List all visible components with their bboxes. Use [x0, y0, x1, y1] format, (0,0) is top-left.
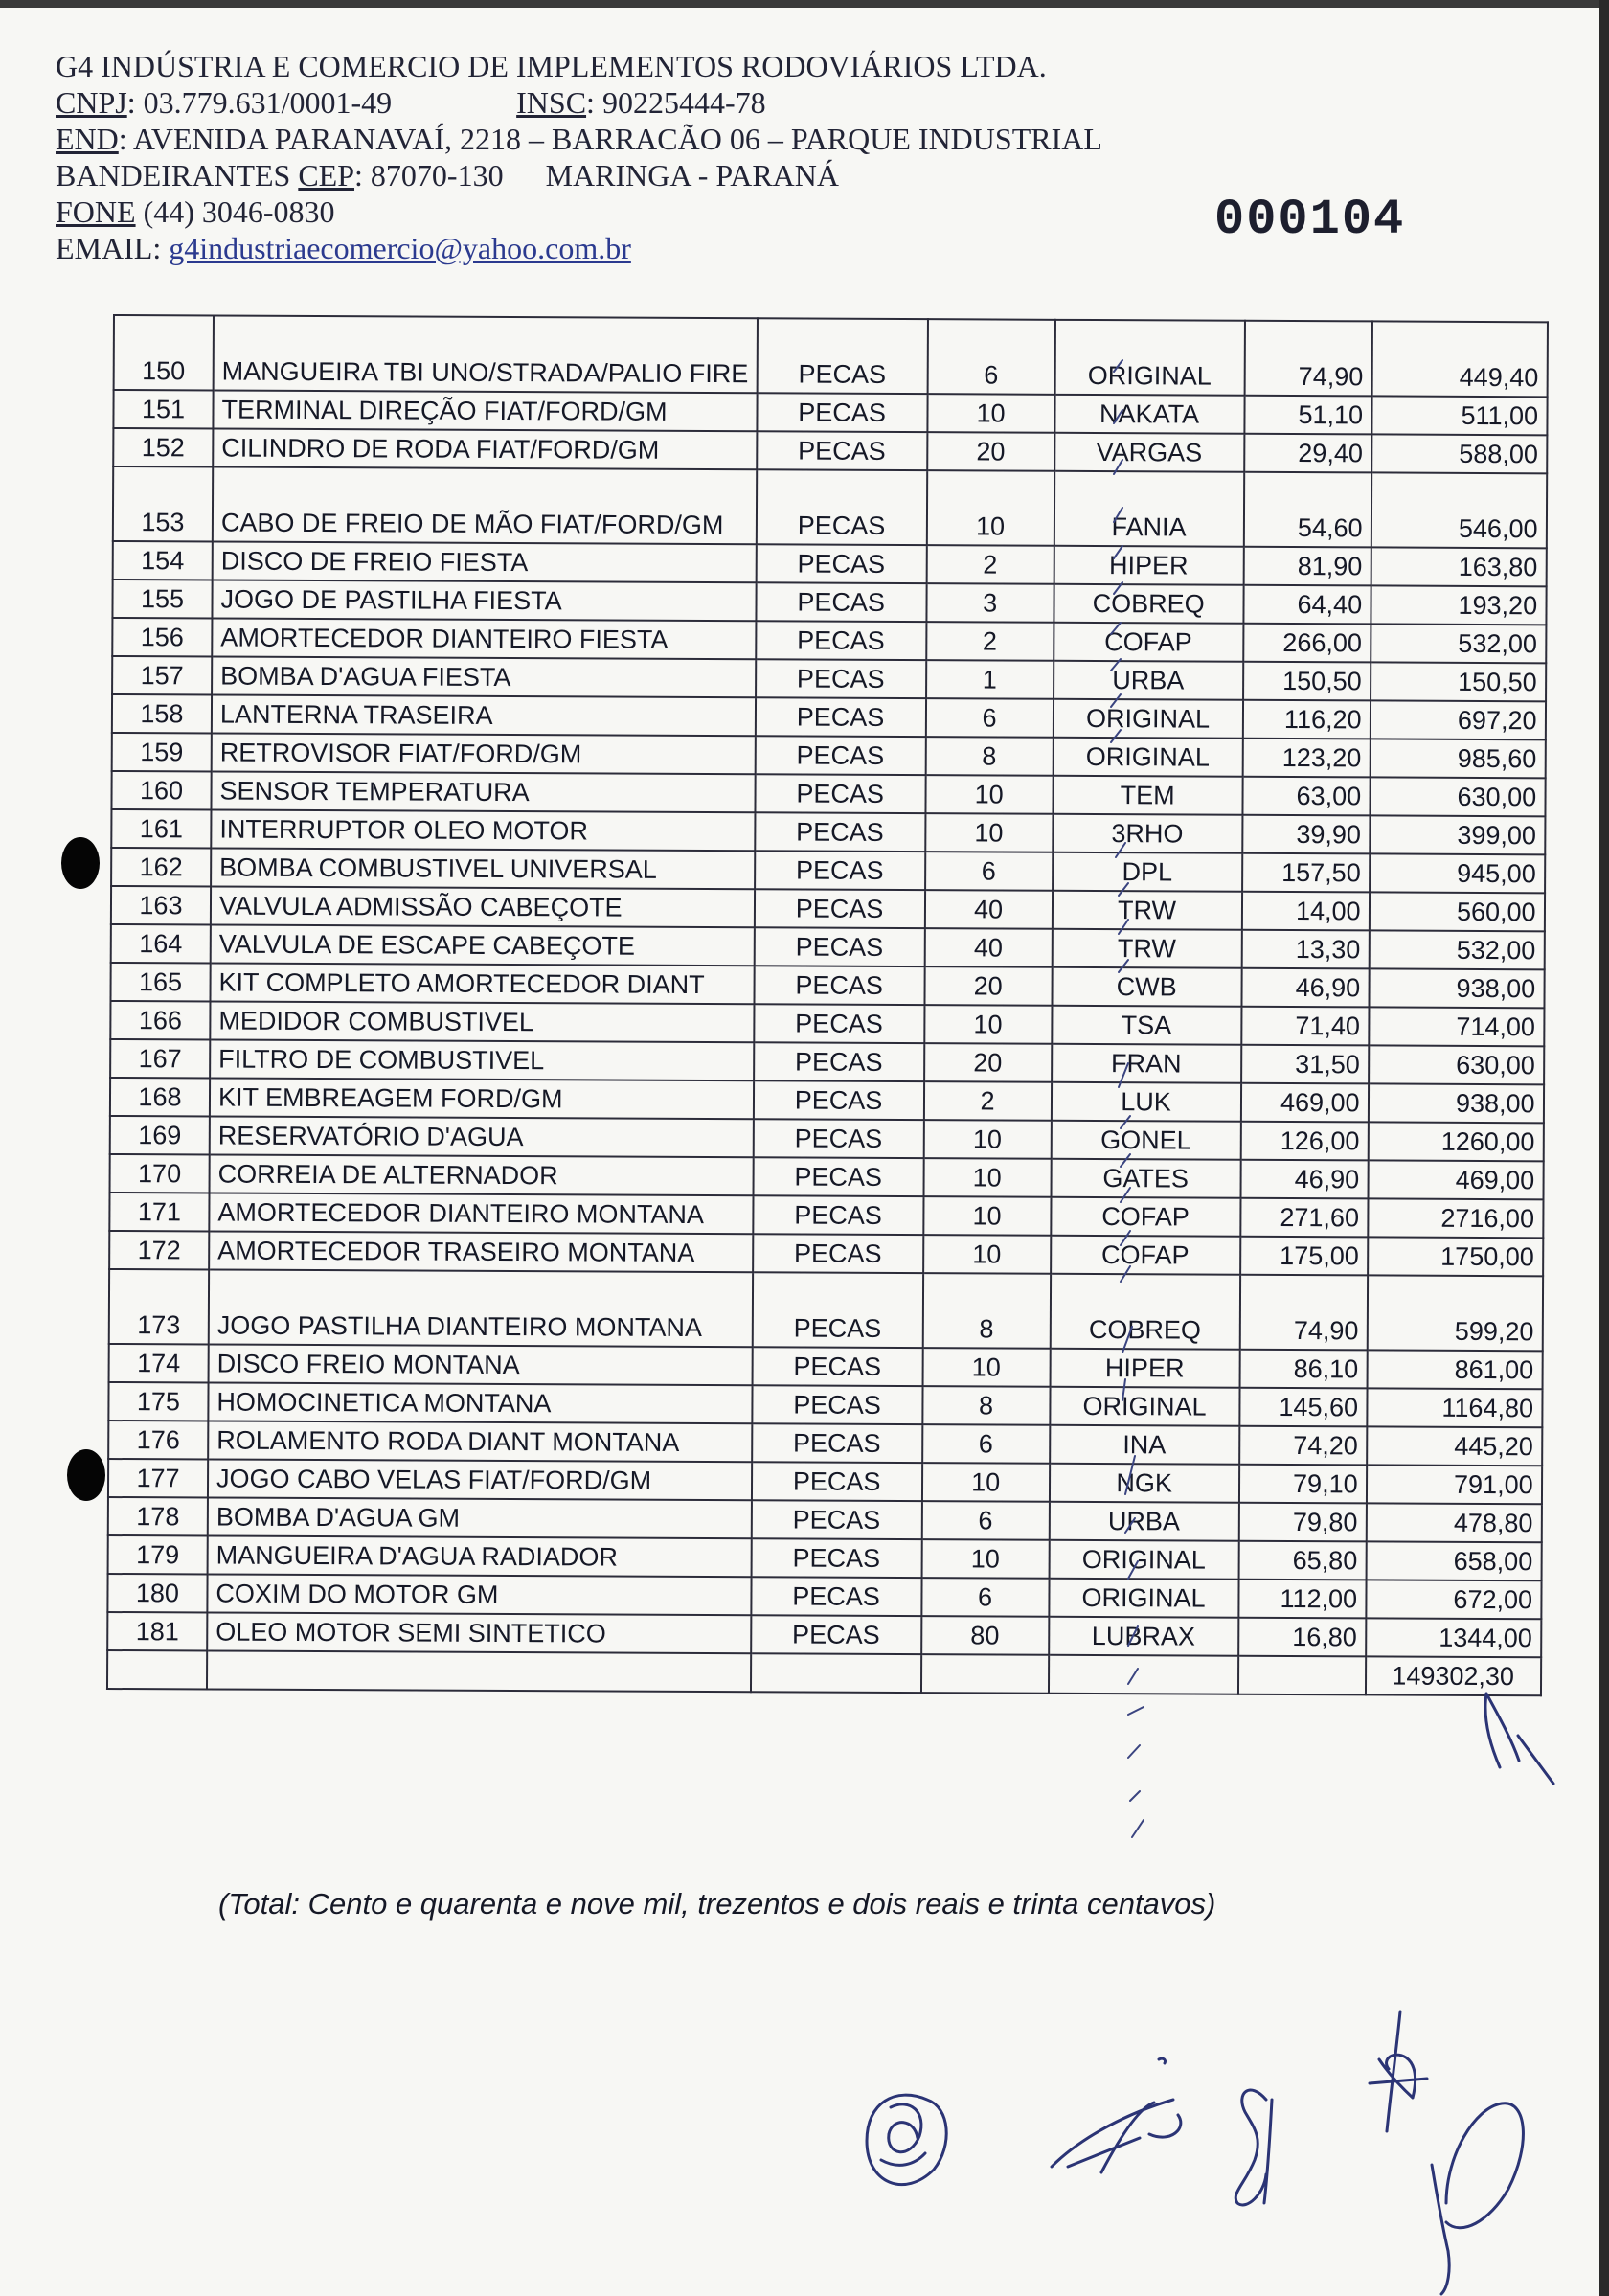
bairro-line — [56, 157, 1102, 193]
item-quantity: 20 — [924, 966, 1052, 1006]
item-total: 445,20 — [1367, 1426, 1542, 1466]
item-description: HOMOCINETICA MONTANA — [208, 1382, 752, 1423]
item-number: 178 — [108, 1497, 208, 1536]
item-description: VALVULA ADMISSÃO CABEÇOTE — [211, 887, 755, 928]
item-number: 157 — [112, 656, 212, 695]
item-brand: COBREQ — [1054, 584, 1243, 624]
item-number: 164 — [111, 924, 211, 964]
item-brand: ORIGINAL — [1053, 699, 1242, 739]
item-total: 588,00 — [1371, 434, 1547, 473]
item-description: RETROVISOR FIAT/FORD/GM — [212, 734, 756, 775]
item-brand: URBA — [1049, 1502, 1238, 1541]
signature-mark-4 — [1235, 2090, 1272, 2205]
item-number: 167 — [110, 1039, 210, 1079]
item-total: 714,00 — [1369, 1007, 1544, 1046]
signature-mark-1 — [1485, 1694, 1553, 1784]
item-quantity: 10 — [922, 1463, 1050, 1502]
item-unit: PECAS — [751, 1538, 921, 1578]
cnpj-value: : 03.779.631/0001-49 — [126, 85, 393, 120]
item-description: VALVULA DE ESCAPE CABEÇOTE — [211, 925, 755, 966]
signature-mark-5 — [1370, 2012, 1427, 2131]
scan-right-edge — [1599, 0, 1609, 2296]
empty-cell — [207, 1650, 751, 1692]
empty-cell — [107, 1650, 207, 1690]
item-unit: PECAS — [751, 1577, 921, 1616]
item-unit-price: 31,50 — [1241, 1045, 1369, 1084]
table-row — [114, 315, 1548, 397]
items-table — [106, 314, 1549, 1696]
item-brand: TEM — [1053, 776, 1242, 815]
scan-top-edge — [0, 0, 1609, 8]
item-total: 938,00 — [1369, 968, 1544, 1008]
item-description: CORREIA DE ALTERNADOR — [210, 1155, 754, 1196]
item-number: 172 — [109, 1231, 209, 1270]
item-unit-price: 116,20 — [1242, 700, 1370, 739]
item-unit: PECAS — [755, 697, 925, 737]
item-number: 169 — [110, 1116, 210, 1155]
cep-value: : 87070-130 — [354, 158, 504, 193]
item-unit: PECAS — [754, 1080, 924, 1120]
item-unit-price: 126,00 — [1240, 1122, 1368, 1161]
item-unit-price: 13,30 — [1241, 930, 1369, 969]
item-description: KIT COMPLETO AMORTECEDOR DIANT — [210, 964, 754, 1005]
item-total: 697,20 — [1370, 700, 1545, 739]
email-label: EMAIL: — [56, 231, 162, 265]
item-unit: PECAS — [755, 774, 925, 813]
item-unit: PECAS — [752, 1423, 922, 1463]
phone-line — [56, 193, 1102, 230]
item-number: 180 — [107, 1574, 207, 1613]
item-description: CABO DE FREIO DE MÃO FIAT/FORD/GM — [213, 467, 757, 545]
item-unit: PECAS — [754, 966, 924, 1005]
item-brand: 3RHO — [1053, 814, 1242, 853]
item-unit-price: 54,60 — [1243, 472, 1371, 548]
item-unit-price: 79,10 — [1239, 1465, 1367, 1504]
item-unit-price: 65,80 — [1238, 1541, 1366, 1580]
item-total: 630,00 — [1369, 1045, 1544, 1084]
item-brand: COFAP — [1054, 623, 1243, 662]
item-unit-price: 46,90 — [1241, 968, 1369, 1008]
item-unit-price: 150,50 — [1243, 662, 1371, 701]
item-quantity: 10 — [922, 1348, 1050, 1387]
item-number: 156 — [112, 618, 212, 657]
item-quantity: 20 — [927, 432, 1054, 471]
empty-cell — [921, 1654, 1049, 1694]
item-total: 1750,00 — [1368, 1237, 1543, 1276]
items-table-body — [107, 315, 1548, 1695]
item-brand: CWB — [1052, 967, 1241, 1007]
total-row — [107, 1650, 1541, 1695]
item-total: 938,00 — [1369, 1083, 1544, 1123]
item-unit: PECAS — [756, 544, 926, 583]
item-unit-price: 266,00 — [1243, 624, 1371, 663]
item-total: 630,00 — [1370, 777, 1545, 816]
item-brand: URBA — [1054, 661, 1243, 700]
signature-mark-3 — [1052, 2058, 1181, 2172]
item-unit: PECAS — [753, 1234, 923, 1273]
item-quantity: 10 — [925, 813, 1053, 852]
item-unit: PECAS — [756, 469, 926, 545]
punch-hole — [61, 837, 100, 889]
item-quantity: 1 — [926, 660, 1054, 699]
item-total: 985,60 — [1370, 739, 1545, 778]
item-quantity: 10 — [926, 470, 1054, 546]
cep-label: CEP — [298, 158, 355, 193]
item-brand: LUBRAX — [1049, 1617, 1238, 1656]
item-description: JOGO DE PASTILHA FIESTA — [212, 580, 756, 622]
item-unit-price: 74,90 — [1239, 1275, 1367, 1351]
table-row — [113, 466, 1547, 548]
item-unit-price: 123,20 — [1242, 739, 1370, 778]
item-unit-price: 14,00 — [1241, 892, 1369, 931]
email-line — [56, 230, 1102, 266]
item-number: 166 — [110, 1001, 210, 1040]
item-unit: PECAS — [752, 1462, 922, 1501]
item-brand: NGK — [1050, 1464, 1239, 1503]
item-number: 160 — [111, 771, 211, 810]
item-number: 171 — [109, 1193, 209, 1232]
item-description: BOMBA D'AGUA FIESTA — [212, 657, 756, 698]
item-brand: GONEL — [1051, 1121, 1240, 1160]
item-quantity: 8 — [922, 1273, 1050, 1349]
item-description: JOGO CABO VELAS FIAT/FORD/GM — [208, 1459, 752, 1500]
item-brand: ORIGINAL — [1053, 738, 1242, 777]
item-quantity: 2 — [926, 622, 1054, 661]
item-quantity: 6 — [927, 319, 1054, 395]
item-description: AMORTECEDOR DIANTEIRO FIESTA — [212, 619, 756, 660]
empty-cell — [1049, 1655, 1238, 1694]
item-brand: TRW — [1052, 891, 1241, 930]
item-unit: PECAS — [752, 1347, 922, 1386]
item-total: 672,00 — [1366, 1580, 1541, 1619]
item-unit: PECAS — [752, 1272, 922, 1348]
item-description: OLEO MOTOR SEMI SINTETICO — [207, 1612, 751, 1653]
city: MARINGA - PARANÁ — [545, 158, 839, 193]
item-brand: NAKATA — [1054, 395, 1244, 434]
item-quantity: 8 — [925, 737, 1053, 776]
item-unit-price: 71,40 — [1241, 1007, 1369, 1046]
item-quantity: 8 — [922, 1386, 1050, 1425]
item-quantity: 2 — [924, 1081, 1052, 1121]
item-description: RESERVATÓRIO D'AGUA — [210, 1117, 754, 1158]
item-unit-price: 271,60 — [1240, 1198, 1368, 1238]
item-brand: FANIA — [1054, 471, 1243, 547]
item-number: 176 — [108, 1421, 208, 1460]
item-unit-price: 64,40 — [1243, 585, 1371, 625]
item-brand: ORIGINAL — [1054, 320, 1244, 396]
item-brand: FRAN — [1052, 1044, 1241, 1083]
item-number: 154 — [113, 541, 213, 580]
item-number: 161 — [111, 809, 211, 849]
item-number: 150 — [114, 315, 214, 391]
item-unit-price: 39,90 — [1242, 815, 1370, 854]
item-unit: PECAS — [756, 621, 926, 660]
item-quantity: 40 — [924, 890, 1052, 929]
item-unit-price: 112,00 — [1238, 1580, 1366, 1619]
item-quantity: 10 — [923, 1196, 1051, 1236]
item-description: KIT EMBREAGEM FORD/GM — [210, 1079, 754, 1120]
item-number: 151 — [113, 390, 213, 429]
item-unit: PECAS — [755, 812, 925, 852]
item-total: 469,00 — [1368, 1160, 1543, 1199]
fone-label: FONE — [56, 194, 136, 229]
item-unit: PECAS — [757, 318, 927, 394]
item-number: 179 — [108, 1535, 208, 1575]
item-description: LANTERNA TRASEIRA — [212, 695, 756, 737]
item-quantity: 6 — [921, 1578, 1049, 1617]
total-in-words: (Total: Cento e quarenta e nove mil, trezentos e dois reais e trinta centavos) — [218, 1887, 1216, 1921]
item-description: AMORTECEDOR TRASEIRO MONTANA — [209, 1232, 753, 1273]
item-description: BOMBA COMBUSTIVEL UNIVERSAL — [211, 849, 755, 890]
insc-label: INSC — [516, 85, 587, 120]
item-description: AMORTECEDOR DIANTEIRO MONTANA — [209, 1193, 753, 1235]
item-number: 181 — [107, 1612, 207, 1651]
item-description: BOMBA D'AGUA GM — [208, 1497, 752, 1538]
item-description: TERMINAL DIREÇÃO FIAT/FORD/GM — [213, 391, 757, 432]
item-unit-price: 74,90 — [1244, 321, 1371, 397]
item-total: 546,00 — [1371, 472, 1546, 548]
item-quantity: 10 — [924, 1005, 1052, 1044]
item-quantity: 2 — [926, 545, 1054, 584]
item-unit: PECAS — [754, 1004, 924, 1043]
item-unit: PECAS — [753, 1195, 923, 1235]
item-number: 165 — [110, 963, 210, 1002]
document-number: 000104 — [1214, 192, 1406, 248]
item-total: 193,20 — [1371, 585, 1546, 625]
item-number: 168 — [110, 1078, 210, 1117]
item-total: 1344,00 — [1366, 1618, 1541, 1657]
item-total: 399,00 — [1370, 815, 1545, 854]
end-value: : AVENIDA PARANAVAÍ, 2218 – BARRACÃO 06 – PARQUE INDUSTRIAL — [118, 122, 1102, 156]
item-brand: TSA — [1052, 1006, 1241, 1045]
item-unit-price: 79,80 — [1238, 1503, 1366, 1542]
item-brand: ORIGINAL — [1050, 1387, 1239, 1426]
grand-total: 149302,30 — [1366, 1656, 1541, 1695]
item-quantity: 6 — [922, 1424, 1050, 1464]
item-number: 170 — [110, 1154, 210, 1193]
item-brand: DPL — [1053, 852, 1242, 892]
item-unit-price: 81,90 — [1243, 547, 1371, 586]
item-number: 153 — [113, 466, 213, 542]
item-description: SENSOR TEMPERATURA — [211, 772, 755, 813]
item-brand: VARGAS — [1054, 433, 1244, 472]
item-quantity: 6 — [925, 698, 1053, 738]
item-total: 449,40 — [1371, 321, 1547, 397]
item-total: 1164,80 — [1367, 1388, 1542, 1427]
item-quantity: 10 — [923, 1235, 1051, 1274]
item-brand: ORIGINAL — [1049, 1540, 1238, 1580]
item-unit: PECAS — [755, 736, 925, 775]
item-unit-price: 157,50 — [1242, 853, 1370, 893]
item-unit: PECAS — [757, 431, 927, 470]
insc-value: : 90225444-78 — [586, 85, 766, 120]
company-name: G4 INDÚSTRIA E COMERCIO DE IMPLEMENTOS RODOVIÁRIOS LTDA. — [56, 49, 1047, 83]
item-total: 861,00 — [1367, 1350, 1542, 1389]
item-description: DISCO FREIO MONTANA — [209, 1345, 753, 1386]
item-brand: LUK — [1052, 1082, 1241, 1122]
table-row — [109, 1269, 1543, 1351]
item-number: 177 — [108, 1459, 208, 1498]
item-total: 791,00 — [1367, 1465, 1542, 1504]
item-unit: PECAS — [751, 1500, 921, 1539]
item-quantity: 10 — [925, 775, 1053, 814]
item-quantity: 6 — [925, 852, 1053, 891]
item-total: 150,50 — [1371, 662, 1546, 701]
cnpj-line — [56, 84, 1102, 121]
item-description: INTERRUPTOR OLEO MOTOR — [211, 810, 755, 852]
item-number: 159 — [112, 733, 212, 772]
item-brand: COFAP — [1051, 1236, 1240, 1275]
item-description: MANGUEIRA TBI UNO/STRADA/PALIO FIRE — [214, 316, 758, 394]
item-description: CILINDRO DE RODA FIAT/FORD/GM — [213, 429, 757, 470]
item-total: 945,00 — [1370, 853, 1545, 893]
item-unit: PECAS — [754, 889, 924, 928]
item-number: 152 — [113, 428, 213, 467]
item-total: 163,80 — [1371, 547, 1546, 586]
item-quantity: 10 — [921, 1539, 1049, 1579]
item-description: ROLAMENTO RODA DIANT MONTANA — [208, 1421, 752, 1462]
item-quantity: 6 — [921, 1501, 1049, 1540]
fone-value: (44) 3046-0830 — [143, 194, 335, 229]
item-unit: PECAS — [755, 851, 925, 890]
item-unit: PECAS — [756, 582, 926, 622]
item-description: JOGO PASTILHA DIANTEIRO MONTANA — [209, 1270, 753, 1348]
item-unit-price: 29,40 — [1244, 434, 1371, 473]
item-brand: HIPER — [1054, 546, 1243, 585]
item-unit-price: 86,10 — [1239, 1350, 1367, 1389]
email-link[interactable]: g4industriaecomercio@yahoo.com.br — [169, 231, 631, 265]
item-brand: COBREQ — [1050, 1274, 1239, 1350]
item-unit-price: 469,00 — [1241, 1083, 1369, 1123]
item-total: 1260,00 — [1368, 1122, 1543, 1161]
item-unit-price: 46,90 — [1240, 1160, 1368, 1199]
cnpj-label: CNPJ — [56, 85, 127, 120]
end-label: END — [56, 122, 119, 156]
signature-mark-2 — [867, 2095, 946, 2184]
item-description: MANGUEIRA D'AGUA RADIADOR — [208, 1535, 752, 1577]
item-number: 173 — [109, 1269, 209, 1345]
item-number: 155 — [112, 580, 212, 619]
item-quantity: 3 — [926, 583, 1054, 623]
item-total: 599,20 — [1367, 1275, 1542, 1351]
item-total: 478,80 — [1366, 1503, 1541, 1542]
item-brand: INA — [1050, 1425, 1239, 1465]
item-brand: GATES — [1051, 1159, 1240, 1198]
item-unit: PECAS — [751, 1615, 921, 1654]
item-number: 175 — [108, 1382, 208, 1421]
item-total: 532,00 — [1371, 624, 1546, 663]
item-unit-price: 51,10 — [1244, 396, 1371, 435]
empty-cell — [1238, 1656, 1366, 1695]
item-description: MEDIDOR COMBUSTIVEL — [210, 1002, 754, 1043]
item-unit: PECAS — [754, 1042, 924, 1081]
item-total: 2716,00 — [1368, 1198, 1543, 1238]
item-unit-price: 16,80 — [1238, 1618, 1366, 1657]
item-unit-price: 145,60 — [1239, 1388, 1367, 1427]
item-description: DISCO DE FREIO FIESTA — [213, 542, 757, 583]
item-quantity: 10 — [927, 394, 1054, 433]
item-brand: TRW — [1052, 929, 1241, 968]
item-quantity: 40 — [924, 928, 1052, 967]
item-number: 158 — [112, 694, 212, 734]
item-unit: PECAS — [752, 1385, 922, 1424]
item-description: FILTRO DE COMBUSTIVEL — [210, 1040, 754, 1081]
signature-mark-6 — [1432, 2103, 1523, 2294]
item-unit: PECAS — [757, 393, 927, 432]
item-number: 174 — [109, 1344, 209, 1383]
item-unit: PECAS — [754, 927, 924, 966]
bairro: BANDEIRANTES — [56, 158, 291, 193]
item-number: 163 — [111, 886, 211, 925]
item-quantity: 10 — [923, 1120, 1051, 1159]
item-quantity: 20 — [924, 1043, 1052, 1082]
item-quantity: 10 — [923, 1158, 1051, 1197]
item-brand: HIPER — [1050, 1349, 1239, 1388]
item-brand: COFAP — [1051, 1197, 1240, 1237]
empty-cell — [751, 1653, 921, 1693]
item-total: 511,00 — [1371, 396, 1547, 435]
item-number: 162 — [111, 848, 211, 887]
item-quantity: 80 — [921, 1616, 1049, 1655]
item-unit: PECAS — [753, 1119, 923, 1158]
item-total: 532,00 — [1369, 930, 1544, 969]
company-header — [56, 48, 1102, 266]
item-brand: ORIGINAL — [1049, 1579, 1238, 1618]
item-unit-price: 63,00 — [1242, 777, 1370, 816]
item-unit: PECAS — [753, 1157, 923, 1196]
item-description: COXIM DO MOTOR GM — [207, 1574, 751, 1615]
item-total: 658,00 — [1366, 1541, 1541, 1580]
item-unit-price: 74,20 — [1239, 1426, 1367, 1466]
address-line — [56, 121, 1102, 157]
punch-hole — [67, 1449, 105, 1501]
item-total: 560,00 — [1369, 892, 1544, 931]
item-unit-price: 175,00 — [1240, 1237, 1368, 1276]
item-unit: PECAS — [756, 659, 926, 698]
